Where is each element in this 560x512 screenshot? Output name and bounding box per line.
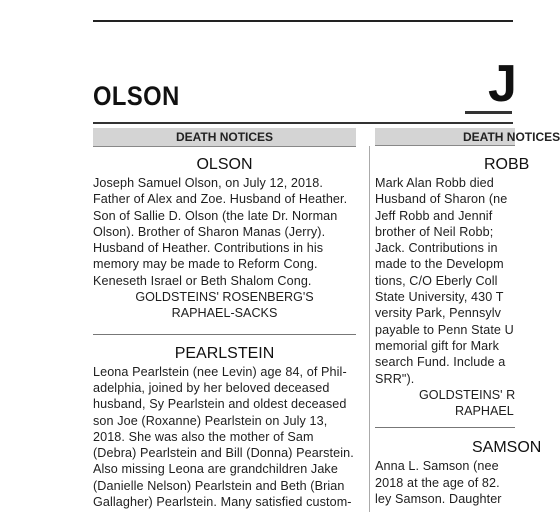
notice-name: ROBB <box>484 156 530 173</box>
notice-divider <box>375 427 515 428</box>
notice-line: versity Park, Pennsylv <box>375 306 502 321</box>
notice-line: son Joe (Roxanne) Pearlstein on July 13, <box>93 413 328 428</box>
notice-line: brother of Neil Robb; <box>375 224 494 239</box>
notice-olson <box>93 155 356 322</box>
notice-line: Husband of Sharon (ne <box>375 192 508 207</box>
column-divider <box>369 146 370 512</box>
notice-line: Husband of Heather. Contributions in his <box>93 241 324 256</box>
notice-line: Keneseth Israel or Beth Shalom Cong. <box>93 273 312 288</box>
notice-line: Father of Alex and Zoe. Husband of Heather. <box>93 192 348 207</box>
notices-column-left <box>93 155 356 510</box>
notice-text <box>375 175 515 387</box>
page-letter: J <box>488 55 517 113</box>
notice-name: PEARLSTEIN <box>174 344 275 362</box>
notice-line: 2018 at the age of 82. <box>375 475 500 490</box>
notice-robb <box>375 155 530 419</box>
notice-line: 2018. She was also the mother of Sam <box>93 429 314 444</box>
notice-text <box>93 175 356 289</box>
notice-line: (Danielle Nelson) Pearlstein and Beth (Brian <box>93 478 345 493</box>
notice-line: Leona Pearlstein (nee Levin) age 84, of Phil- <box>93 364 347 379</box>
notice-line: Joseph Samuel Olson, on July 12, 2018. <box>93 176 323 190</box>
section-header-right: DEATH NOTICES <box>375 128 515 146</box>
funeral-home: RAPHAEL-SACKS <box>171 306 278 321</box>
header-rule-right <box>465 111 512 114</box>
notice-text <box>93 364 356 511</box>
funeral-home: GOLDSTEINS' ROSENBERG'S <box>135 290 314 305</box>
notice-line: Son of Sallie D. Olson (the late Dr. Norman <box>93 208 338 223</box>
notice-line: husband, Sy Pearlstein and oldest deceased <box>93 397 347 412</box>
notice-line: made to the Developm <box>375 257 504 272</box>
notice-line: tions, C/O Eberly Coll <box>375 273 498 288</box>
notice-line: adelphia, joined by her beloved deceased <box>93 380 330 395</box>
notice-line: Jack. Contributions in <box>375 241 498 256</box>
notice-line: Also missing Leona are grandchildren Jake <box>93 462 338 477</box>
notice-line: memorial gift for Mark <box>375 338 499 353</box>
notice-line: (Debra) Pearlstein and Bill (Donna) Pearstein. <box>93 446 354 461</box>
notice-divider <box>93 334 356 335</box>
notice-text <box>375 458 515 507</box>
notice-line: ley Samson. Daughter <box>375 492 502 507</box>
notice-line: payable to Penn State U <box>375 322 514 337</box>
header-rule <box>93 122 513 124</box>
notice-line: Olson). Brother of Sharon Manas (Jerry). <box>93 224 326 239</box>
notice-line: Jeff Robb and Jennif <box>375 208 493 223</box>
section-header-left: DEATH NOTICES <box>93 128 356 147</box>
notices-column-right <box>375 155 542 507</box>
notice-line: SRR"). <box>375 371 415 386</box>
notice-samson <box>375 438 542 507</box>
notice-line: Gallagher) Pearlstein. Many satisfied custom- <box>93 495 352 510</box>
notice-line: memory may be made to Reform Cong. <box>93 257 318 272</box>
notice-line: search Fund. Include a <box>375 355 506 370</box>
notice-line: Anna L. Samson (nee <box>375 459 499 474</box>
top-rule <box>93 20 513 22</box>
notice-name: SAMSON <box>472 439 542 457</box>
funeral-home: GOLDSTEINS' R <box>419 387 516 402</box>
page-title: OLSON <box>93 81 180 111</box>
notice-pearlstein <box>93 344 356 511</box>
notice-line: State University, 430 T <box>375 290 504 305</box>
notice-name: OLSON <box>196 156 253 173</box>
notice-line: Mark Alan Robb died <box>375 176 494 190</box>
funeral-home: RAPHAEL <box>455 404 514 419</box>
